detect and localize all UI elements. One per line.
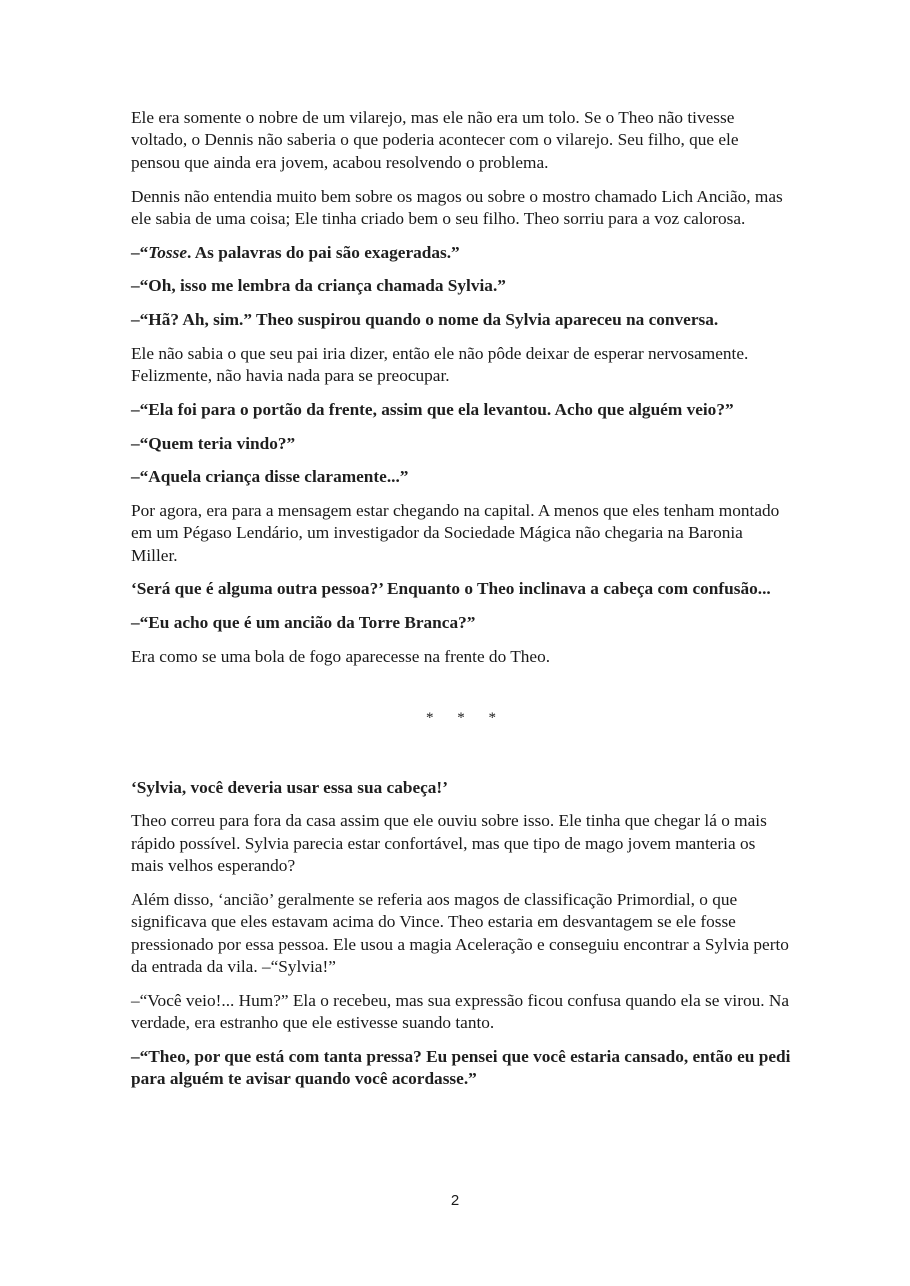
dialogue-italic-word: Tosse — [148, 242, 188, 262]
spacer — [131, 680, 791, 707]
dialogue-suffix: . As palavras do pai são exageradas.” — [187, 242, 460, 262]
paragraph: –“Ela foi para o portão da frente, assim que ela levantou. Acho que alguém veio?” — [131, 399, 734, 419]
paragraph: ‘Sylvia, você deveria usar essa sua cabeça!’ — [131, 777, 448, 797]
page-body — [131, 107, 791, 1102]
paragraph-group-mid — [131, 275, 791, 668]
page-number: 2 — [450, 1192, 460, 1209]
paragraph: Além disso, ‘ancião’ geralmente se referia aos magos de classificação Primordial, o que significava que eles estavam acima do Vince. Theo estaria em desvantagem se ele fosse pressionado por essa pessoa. Ele usou a magia Aceleração e conseguiu encontrar a Sylvia perto da entrada da vila. –“Sylvia!” — [131, 889, 789, 977]
paragraph: Dennis não entendia muito bem sobre os magos ou sobre o mostro chamado Lich Ancião, mas ele sabia de uma coisa; Ele tinha criado bem o seu filho. Theo sorriu para a voz calorosa. — [131, 186, 783, 228]
paragraph-group-top — [131, 107, 791, 230]
paragraph: –“Você veio!... Hum?” Ela o recebeu, mas sua expressão ficou confusa quando ela se virou. Na verdade, era estranho que ele estivesse suando tanto. — [131, 990, 790, 1033]
dialogue-prefix: –“ — [131, 242, 149, 262]
dialogue-tosse — [131, 242, 791, 264]
paragraph: –“Theo, por que está com tanta pressa? Eu pensei que você estaria cansado, então eu pedi para alguém te avisar quando você acordasse.” — [131, 1046, 791, 1089]
paragraph: –“Quem teria vindo?” — [131, 433, 296, 453]
scene-break-star: * — [488, 709, 496, 726]
paragraph: Theo correu para fora da casa assim que ele ouviu sobre isso. Ele tinha que chegar lá o mais rápido possível. Sylvia parecia estar confortável, mas que tipo de mago jovem manteria os mais velhos esperando? — [131, 811, 767, 876]
paragraph: Por agora, era para a mensagem estar chegando na capital. A menos que eles tenham montado em um Pégaso Lendário, um investigador da Sociedade Mágica não chegaria na Baronia Miller. — [131, 500, 780, 565]
paragraph: –“Eu acho que é um ancião da Torre Branca?” — [131, 613, 476, 633]
paragraph: –“Hã? Ah, sim.” Theo suspirou quando o nome da Sylvia apareceu na conversa. — [131, 310, 719, 330]
paragraph: Ele não sabia o que seu pai iria dizer, então ele não pôde deixar de esperar nervosamente. Felizmente, não havia nada para se preocupar. — [131, 343, 749, 386]
scene-break-star: * — [457, 709, 465, 726]
paragraph: Era como se uma bola de fogo aparecesse na frente do Theo. — [131, 646, 551, 666]
scene-break-star: * — [426, 709, 434, 726]
paragraph: –“Oh, isso me lembra da criança chamada Sylvia.” — [131, 276, 506, 296]
paragraph-group-bottom — [131, 777, 791, 1091]
paragraph: ‘Será que é alguma outra pessoa?’ Enquanto o Theo inclinava a cabeça com confusão... — [131, 579, 771, 599]
paragraph: Ele era somente o nobre de um vilarejo, mas ele não era um tolo. Se o Theo não tivesse voltado, o Dennis não saberia o que poderia acontecer com o vilarejo. Seu filho, que ele pensou que ainda era jovem, acabou resolvendo o problema. — [131, 108, 739, 172]
spacer — [131, 729, 791, 777]
paragraph: –“Aquela criança disse claramente...” — [131, 467, 409, 487]
scene-break — [131, 707, 791, 729]
